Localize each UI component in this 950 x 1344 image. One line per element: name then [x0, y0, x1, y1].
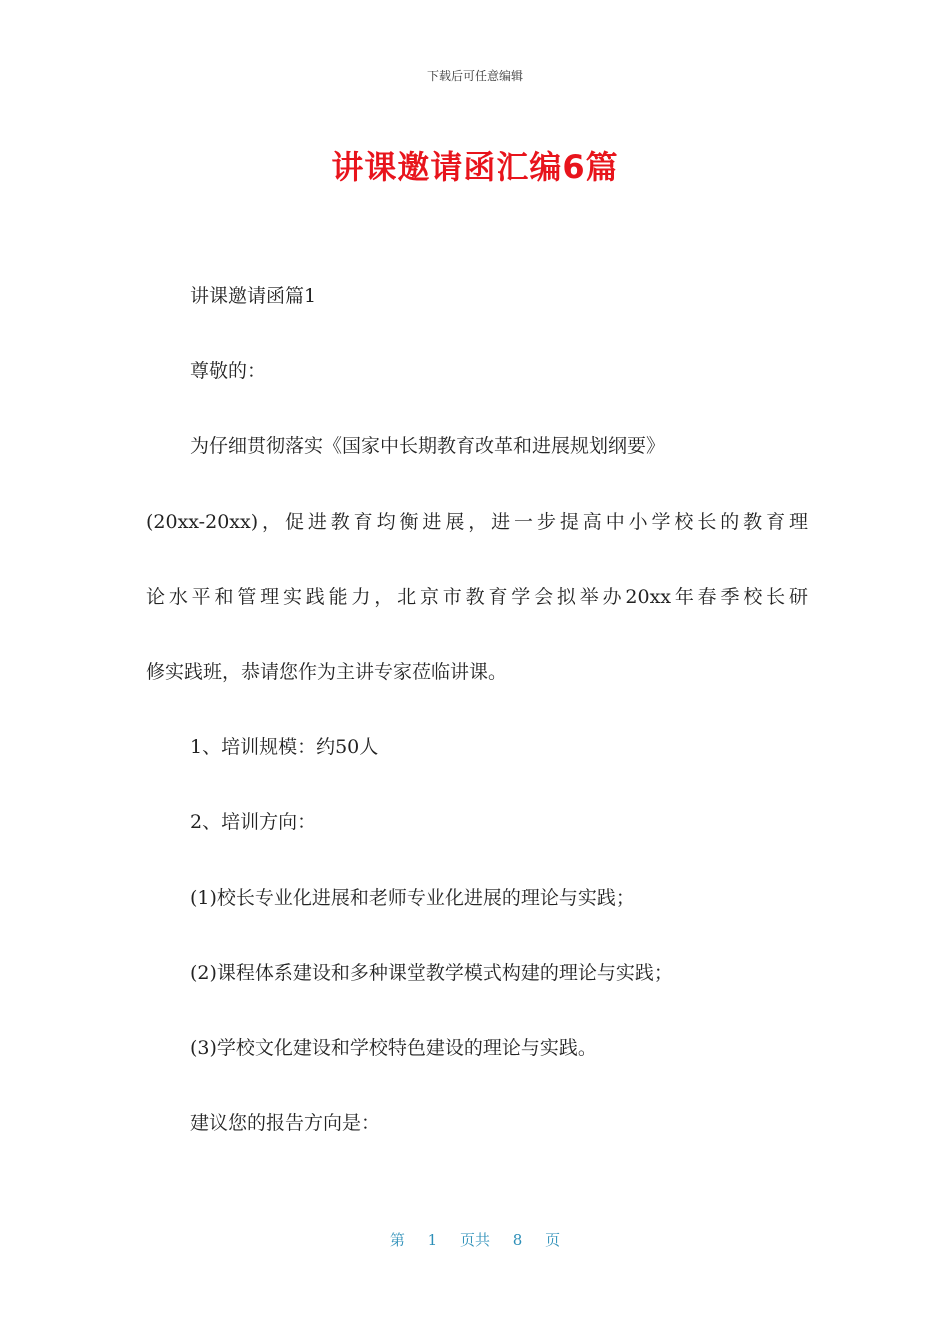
footer-prefix: 第	[389, 1231, 405, 1249]
footer-current-page: 1	[427, 1231, 438, 1249]
paragraph-line: 修实践班，恭请您作为主讲专家莅临讲课。	[146, 660, 508, 683]
footer-suffix: 页	[545, 1231, 561, 1249]
footer-total-pages: 8	[512, 1231, 523, 1249]
spacer	[146, 616, 808, 654]
list-item: (2)课程体系建设和多种课堂教学模式构建的理论与实践；	[190, 961, 673, 984]
spacer	[146, 316, 808, 354]
spacer	[146, 466, 808, 504]
list-item: (3)学校文化建设和学校特色建设的理论与实践。	[190, 1036, 597, 1059]
salutation: 尊敬的：	[190, 360, 267, 383]
spacer	[146, 767, 808, 805]
document-title: 讲课邀请函汇编6篇	[331, 148, 619, 186]
list-item: (1)校长专业化进展和老师专业化进展的理论与实践；	[190, 886, 635, 909]
list-item: 2、培训方向：	[190, 811, 317, 834]
spacer	[146, 692, 808, 730]
spacer	[146, 842, 808, 880]
paragraph-line: 建议您的报告方向是：	[190, 1112, 381, 1135]
section-heading: 讲课邀请函篇1	[190, 285, 317, 307]
document-body	[146, 278, 808, 1143]
paragraph-line: 论水平和管理实践能力，北京市教育学会拟举办20xx年春季校长研	[146, 585, 808, 608]
spacer	[146, 992, 808, 1030]
header-note: 下载后可任意编辑	[426, 69, 523, 83]
spacer	[146, 541, 808, 579]
paragraph-line: 为仔细贯彻落实《国家中长期教育改革和进展规划纲要》	[190, 435, 666, 458]
spacer	[146, 1067, 808, 1105]
list-item: 1、培训规模：约50人	[190, 736, 379, 759]
paragraph-line: (20xx-20xx)，促进教育均衡进展，进一步提高中小学校长的教育理	[146, 510, 808, 533]
spacer	[146, 917, 808, 955]
spacer	[146, 391, 808, 429]
page-footer	[0, 1229, 950, 1250]
footer-middle: 页共	[459, 1231, 490, 1249]
